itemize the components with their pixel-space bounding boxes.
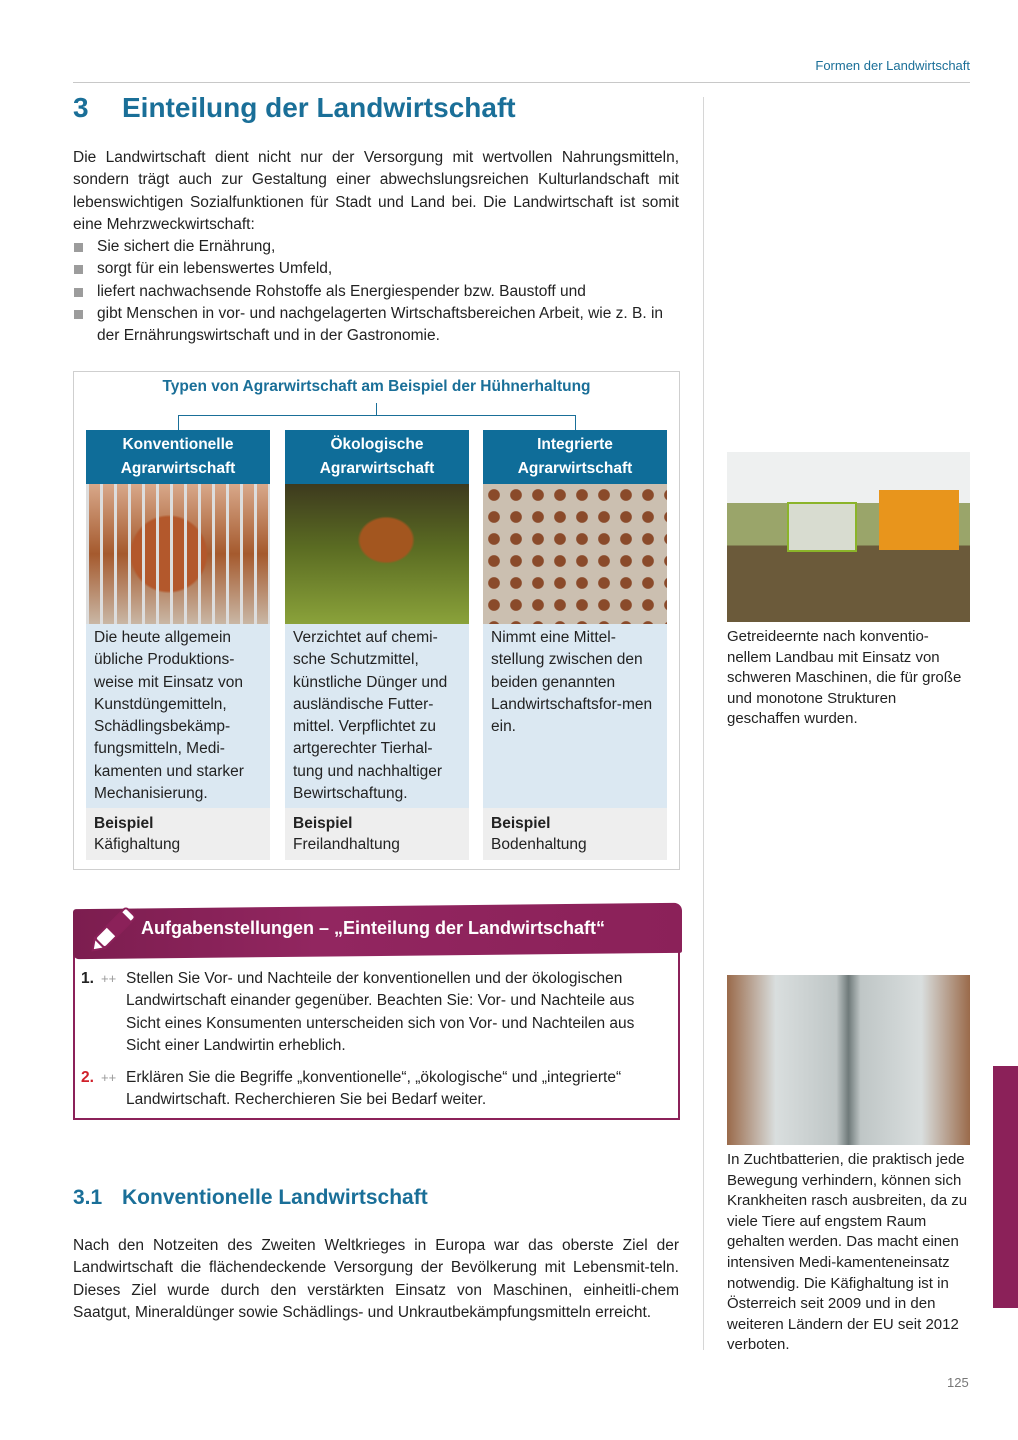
column-integrated	[483, 430, 667, 860]
list-item: sorgt für ein lebenswertes Umfeld,	[73, 258, 679, 280]
chapter-title-text: Einteilung der Landwirtschaft	[122, 92, 516, 123]
intro-paragraph: Die Landwirtschaft dient nicht nur der Versorgung mit wertvollen Nahrungsmitteln, sondern trägt auch zur Gestaltung einer abwechslungsreichen Kulturlandschaft mit lebenswichtigen Sozialfunktionen für Stadt und Land bei. Die Landwirtschaft ist somit eine Mehrzweckwirtschaft:	[73, 149, 679, 233]
page-number: 125	[947, 1375, 969, 1390]
harvester-shape	[787, 502, 857, 552]
list-item: Sie sichert die Ernährung,	[73, 236, 679, 258]
free-range-hen-photo	[285, 484, 469, 624]
column-example: Beispiel Bodenhaltung	[483, 808, 667, 860]
agriculture-types-diagram	[73, 371, 680, 870]
chapter-title	[73, 92, 516, 124]
task-text: Erklären Sie die Begriffe „konventionelle“, „ökologische“ und „integrierte“ Landwirtschaft. Recherchieren Sie bei Bedarf weiter.	[126, 1069, 622, 1109]
task-text: Stellen Sie Vor- und Nachteile der konventionellen und der ökologischen Landwirtschaft einander gegenüber. Beachten Sie: Vor- und Nachteile aus Sicht eines Konsumenten unterscheiden sich von Vor- und Nachteilen aus Sicht einer Landwirtin erheblich.	[126, 970, 635, 1054]
photo-caption: In Zuchtbatterien, die praktisch jede Bewegung verhindern, können sich Krankheiten rasch ausbreiten, da zu viele Tiere auf engstem Raum gehalten werden. Das macht einen intensiven Medi-kamenteneinsatz notwendig. Die Käfighaltung ist in Österreich seit 2009 und in den weiteren Ländern der EU seit 2012 verboten.	[727, 1151, 968, 1354]
list-item: liefert nachwachsende Rohstoffe als Energiespender bzw. Baustoff und	[73, 281, 679, 303]
bullet-list	[73, 236, 679, 347]
barn-hens-photo	[483, 484, 667, 624]
column-example: Beispiel Freilandhaltung	[285, 808, 469, 860]
connector-line	[575, 415, 576, 430]
header-divider	[73, 82, 970, 83]
difficulty-marker: ++	[101, 1070, 117, 1086]
difficulty-marker: ++	[101, 971, 117, 986]
diagram-title: Typen von Agrarwirtschaft am Beispiel der Hühnerhaltung	[162, 378, 591, 395]
chapter-tab	[993, 1066, 1018, 1308]
photo-caption: Getreideernte nach konventio-nellem Landbau mit Einsatz von schweren Maschinen, die für große und monotone Strukturen geschaffen wurden.	[727, 628, 962, 728]
section-title-text: Konventionelle Landwirtschaft	[122, 1186, 428, 1209]
column-divider	[703, 97, 704, 1350]
pen-icon	[83, 904, 139, 960]
battery-cage-photo	[727, 975, 970, 1145]
section-title	[73, 1186, 428, 1210]
column-header: Konventionelle Agrarwirtschaft	[86, 430, 270, 484]
task-number: 1.	[81, 970, 94, 987]
column-description: Die heute allgemein übliche Produktions-weise mit Einsatz von Kunstdüngemitteln, Schädlingsbekämp-fungsmitteln, Medi-kamenten und starker Mechanisierung.	[86, 624, 270, 808]
column-header: Ökologische Agrarwirtschaft	[285, 430, 469, 484]
column-header: Integrierte Agrarwirtschaft	[483, 430, 667, 484]
task-item	[81, 968, 671, 1057]
task-list	[81, 968, 671, 1122]
task-number: 2.	[81, 1069, 94, 1087]
chapter-number: 3	[73, 92, 89, 123]
harvest-photo	[727, 452, 970, 622]
task-item	[81, 1067, 671, 1112]
section-number: 3.1	[73, 1186, 103, 1209]
column-ecological	[285, 430, 469, 860]
connector-line	[178, 415, 179, 430]
connector-line	[178, 415, 576, 416]
caged-hens-photo	[86, 484, 270, 624]
running-head: Formen der Landwirtschaft	[815, 58, 970, 73]
list-item: gibt Menschen in vor- und nachgelagerten Wirtschaftsbereichen Arbeit, wie z. B. in der Ernährungswirtschaft und in der Gastronomie.	[73, 303, 679, 348]
intro	[73, 147, 679, 348]
column-description: Verzichtet auf chemi-sche Schutzmittel, künstliche Dünger und ausländische Futter-mittel. Verpflichtet zu artgerechter Tierhal-tung und nachhaltiger Bewirtschaftung.	[285, 624, 469, 808]
section-paragraph: Nach den Notzeiten des Zweiten Weltkrieges in Europa war das oberste Ziel der Landwirtschaft die flächendeckende Versorgung der Bevölkerung mit Lebensmit-teln. Dieses Ziel wurde durch den verstärkten Einsatz von Maschinen, einheitli-chem Saatgut, Mineraldünger sowie Schädlings- und Unkrautbekämpfungsmitteln erreicht.	[73, 1237, 679, 1321]
task-box	[73, 912, 680, 1120]
trailer-shape	[879, 490, 959, 550]
column-conventional	[86, 430, 270, 860]
column-description: Nimmt eine Mittel-stellung zwischen den beiden genannten Landwirtschaftsfor-men ein.	[483, 624, 667, 808]
column-example: Beispiel Käfighaltung	[86, 808, 270, 860]
task-title: Aufgabenstellungen – „Einteilung der Landwirtschaft“	[141, 918, 606, 938]
